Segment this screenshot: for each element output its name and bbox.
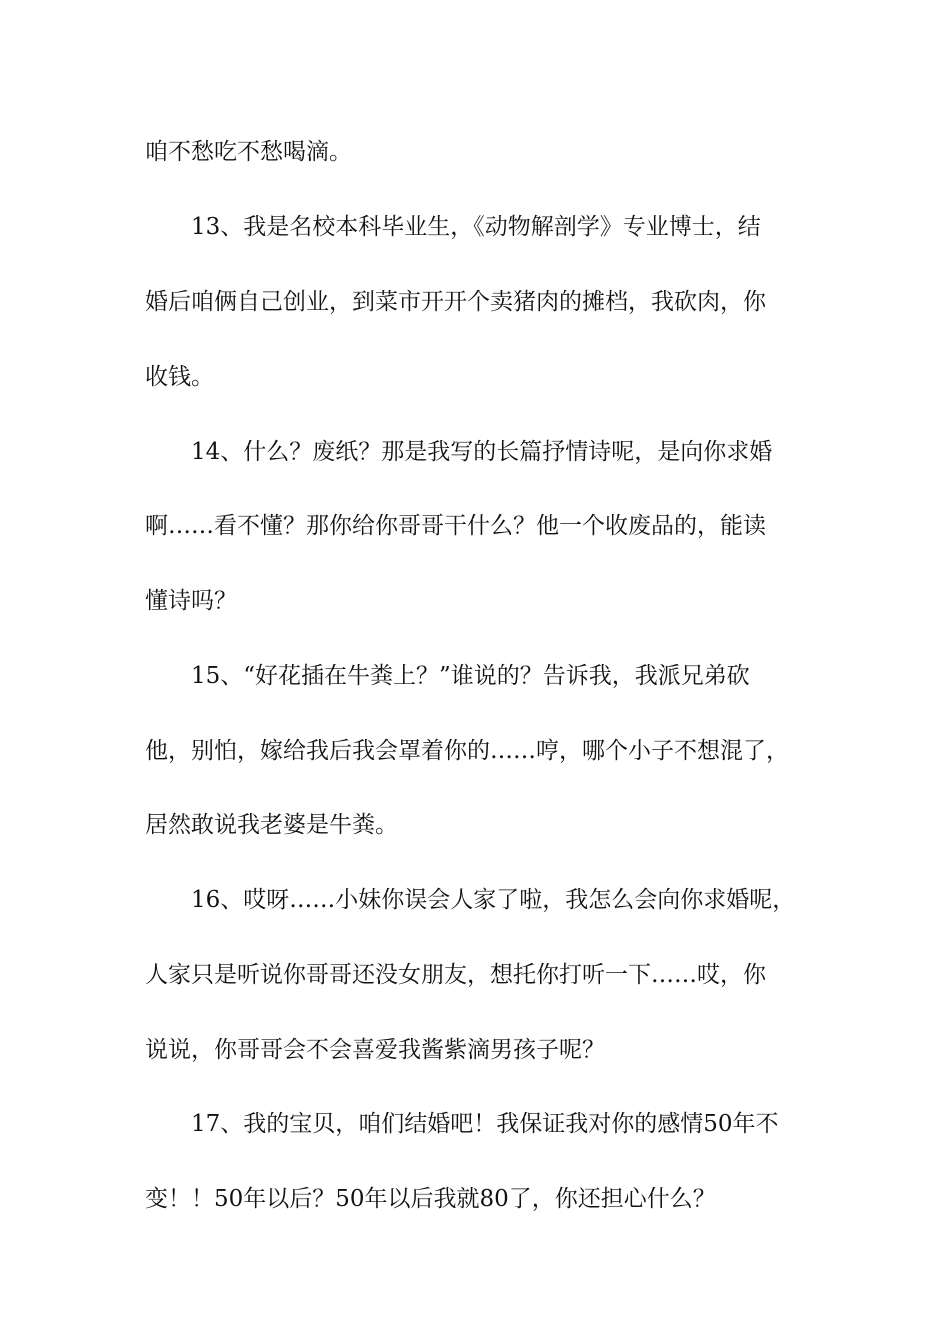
text-line: 17、我的宝贝，咱们结婚吧！我保证我对你的感情50年不 xyxy=(145,1111,779,1137)
text-line: 15、“好花插在牛粪上？”谁说的？告诉我，我派兄弟砍 xyxy=(145,663,750,689)
text-line: 居然敢说我老婆是牛粪。 xyxy=(145,812,398,838)
text-line: 收钱。 xyxy=(145,364,214,390)
text-line: 16、哎呀……小妹你误会人家了啦，我怎么会向你求婚呢， xyxy=(145,887,796,913)
text-line: 14、什么？废纸？那是我写的长篇抒情诗呢，是向你求婚 xyxy=(145,439,773,465)
text-line: 变！！50年以后？50年以后我就80了，你还担心什么？ xyxy=(145,1186,716,1212)
text-line: 人家只是听说你哥哥还没女朋友，想托你打听一下……哎，你 xyxy=(145,962,766,988)
text-line: 咱不愁吃不愁喝滴。 xyxy=(145,139,352,165)
text-line: 13、我是名校本科毕业生，《动物解剖学》专业博士，结 xyxy=(145,214,761,240)
text-line: 婚后咱俩自己创业，到菜市开开个卖猪肉的摊档，我砍肉，你 xyxy=(145,289,766,315)
text-line: 啊……看不懂？那你给你哥哥干什么？他一个收废品的，能读 xyxy=(145,513,766,539)
text-line: 懂诗吗？ xyxy=(145,588,237,614)
text-line: 说说，你哥哥会不会喜爱我酱紫滴男孩子呢？ xyxy=(145,1037,605,1063)
text-line: 他，别怕，嫁给我后我会罩着你的……哼，哪个小子不想混了， xyxy=(145,738,789,764)
